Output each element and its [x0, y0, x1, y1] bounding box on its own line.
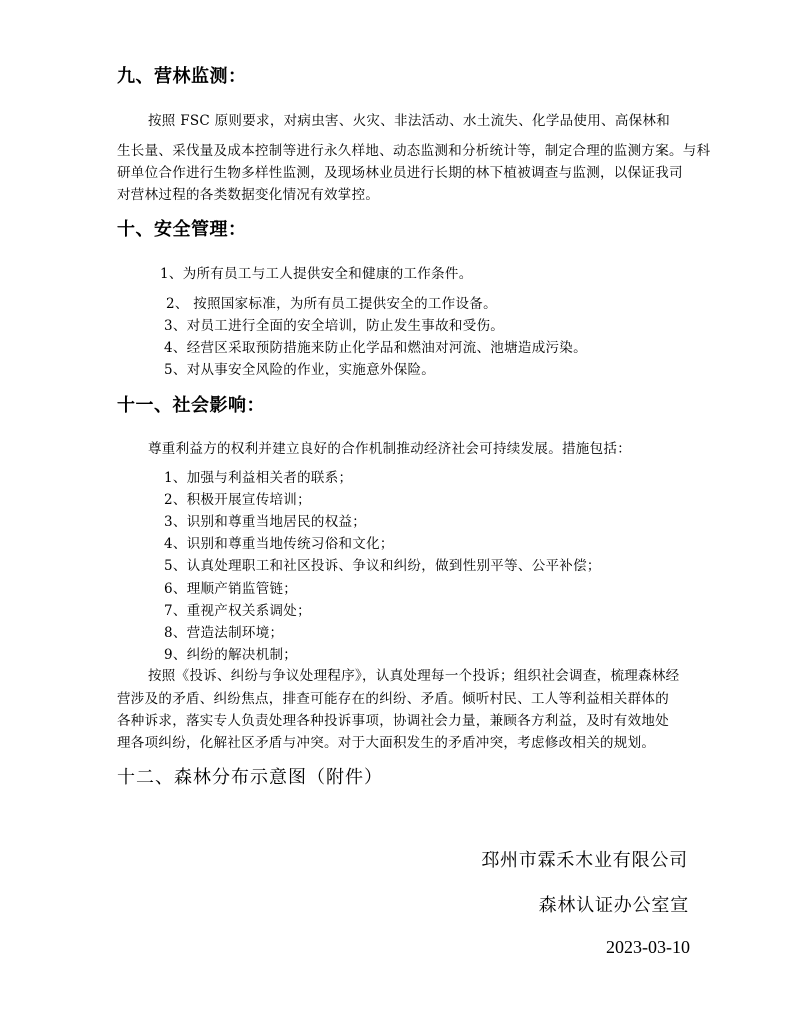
section-11-item-2: 2、积极开展宣传培训；: [164, 492, 311, 508]
section-10-item-3: 3、对员工进行全面的安全培训，防止发生事故和受伤。: [164, 318, 505, 334]
section-11-item-4: 4、识别和尊重当地传统习俗和文化；: [164, 536, 394, 552]
section-9-line-3: 研单位合作进行生物多样性监测，及现场林业员进行长期的林下植被调查与监测，以保证我司: [117, 165, 683, 181]
section-10-item-2: 2、 按照国家标准，为所有员工提供安全的工作设备。: [166, 296, 497, 312]
section-10-item-4: 4、经营区采取预防措施来防止化学品和燃油对河流、池塘造成污染。: [164, 340, 587, 356]
section-11-para-line-1: 按照《投诉、纠纷与争议处理程序》，认真处理每一个投诉；组织社会调查，梳理森林经: [148, 668, 680, 684]
section-11-item-1: 1、加强与利益相关者的联系；: [164, 470, 353, 486]
section-12-title: 十二、森林分布示意图（附件）: [117, 767, 383, 788]
signature-company: 邳州市霖禾木业有限公司: [481, 850, 688, 871]
section-10-item-1: 1、为所有员工与工人提供安全和健康的工作条件。: [160, 266, 473, 282]
section-9-line-2: 生长量、采伐量及成本控制等进行永久样地、动态监测和分析统计等，制定合理的监测方案。与科: [117, 143, 711, 159]
section-11-item-3: 3、识别和尊重当地居民的权益；: [164, 514, 367, 530]
signature-office: 森林认证办公室宣: [538, 895, 689, 916]
section-11-item-8: 8、营造法制环境；: [164, 625, 284, 641]
section-11-intro: 尊重利益方的权利并建立良好的合作机制推动经济社会可持续发展。措施包括：: [148, 441, 631, 457]
section-11-item-6: 6、理顺产销监管链；: [164, 581, 298, 597]
section-10-title: 十、安全管理：: [117, 219, 247, 240]
section-11-para-line-3: 各种诉求，落实专人负责处理各种投诉事项，协调社会力量，兼顾各方利益，及时有效地处: [117, 713, 669, 729]
section-9-title: 九、营林监测：: [117, 66, 247, 87]
section-9-line-4: 对营林过程的各类数据变化情况有效掌控。: [117, 187, 380, 203]
section-11-para-line-2: 营涉及的矛盾、纠纷焦点，排查可能存在的纠纷、矛盾。倾听村民、工人等利益相关群体的: [117, 691, 669, 707]
section-11-item-5: 5、认真处理职工和社区投诉、争议和纠纷，做到性别平等、公平补偿；: [164, 558, 601, 574]
section-9-line-1: 按照 FSC 原则要求，对病虫害、火灾、非法活动、水土流失、化学品使用、高保林和: [148, 113, 671, 129]
signature-date: 2023-03-10: [606, 937, 690, 957]
section-11-item-9: 9、纠纷的解决机制；: [164, 647, 298, 663]
section-11-para-line-4: 理各项纠纷，化解社区矛盾与冲突。对于大面积发生的矛盾冲突，考虑修改相关的规划。: [117, 735, 656, 751]
section-11-item-7: 7、重视产权关系调处；: [164, 603, 311, 619]
section-11-title: 十一、社会影响：: [117, 395, 265, 416]
section-10-item-5: 5、对从事安全风险的作业，实施意外保险。: [164, 362, 436, 378]
